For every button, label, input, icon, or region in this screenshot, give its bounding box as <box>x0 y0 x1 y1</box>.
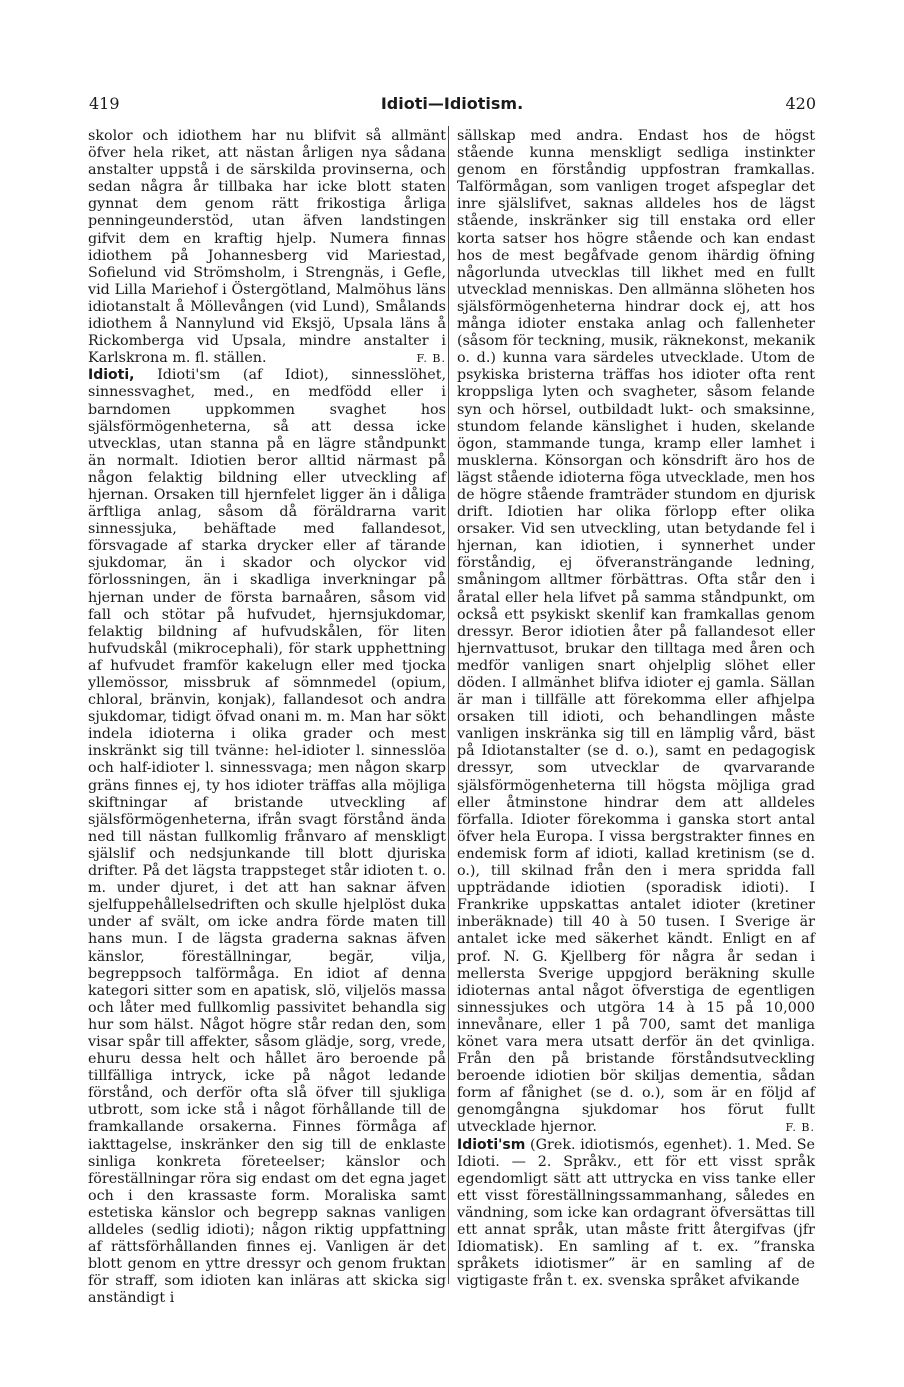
running-head: Idioti—Idiotism. <box>380 94 524 113</box>
article-paragraph <box>88 128 446 367</box>
right-column <box>457 128 815 1290</box>
entry-headword: Idioti'sm <box>457 1136 526 1153</box>
author-signature: F. B. <box>416 352 446 366</box>
page-number-left: 419 <box>89 94 120 113</box>
entry-idiotism <box>457 1137 815 1291</box>
entry-headword: Idioti, <box>88 367 135 384</box>
column-divider <box>448 126 449 1284</box>
article-paragraph <box>457 128 815 1137</box>
entry-text: (Grek. idiotismós, egenhet). 1. Med. Se Idioti. — 2. Språkv., ett för ett visst språk egendomligt sätt att uttrycka en viss tanke eller ett visst föreställningssammanhang, således en vändning, som icke kan ordagrant öfversättas till ett annat språk, utan måste fritt återgifvas (jfr Idiomatisk). En samling af t. ex. ”franska språkets idiotismer” är en samling af de vigtigaste från t. ex. svenska språket afvikande <box>457 1136 815 1290</box>
entry-idioti <box>88 367 446 1307</box>
author-signature: F. B. <box>785 1121 815 1135</box>
paragraph-text: sällskap med andra. Endast hos de högst stående kunna menskligt sedliga instinkter genom en förståndig uppfostran framkallas. Talförmågan, som vanligen troget afspeglar det inre själslifvet, saknas alldeles hos de lägst stående, inskränker sig till enstaka ord eller korta satser hos högre stående och kan endast hos de mest begåfvade genom ihärdig öfning någorlunda utvecklas till likhet med en fullt utvecklad menniskas. Den allmänna slöheten hos själsförmögenheterna hindrar dock ej, att hos många idioter enstaka anlag och fallenheter (såsom för teckning, musik, räknekonst, mekanik o. d.) kunna vara särdeles utvecklade. Utom de psykiska bristerna träffas hos idioter ofta rent kroppsliga lyten och svagheter, såsom felande syn och hörsel, outbildadt lukt- och smaksinne, stundom felande känslighet i huden, skelande ögon, stammande tunga, kramp eller lamhet i musklerna. Könsorgan och könsdrift äro hos de lägst stående idioterna föga utvecklade, men hos de högre stående framträder stundom en djurisk drift. Idiotien har olika förlopp efter olika orsaker. Vid sen utveckling, utan betydande fel i hjernan, kan idiotien, i synnerhet under förståndig, ej öfveransträngande ledning, småningom alltmer förbättras. Ofta står den i åratal eller hela lifvet på samma ståndpunkt, om också ett psykiskt skenlif kan framkallas genom dressyr. Beror idiotien åter på fallandesot eller hjernvattusot, brukar den tilltaga med åren och medför vanligen snart ohjelplig slöhet eller döden. I allmänhet blifva idioter ej gamla. Sällan är man i tillfälle att förekomma eller afhjelpa orsaken till idioti, och behandlingen måste vanligen inskränka sig till en lämplig vård, bäst på Idiotanstalter (se d. o.), samt en pedagogisk dressyr, som utvecklar de qvarvarande själsförmögenheterna till högsta möjliga grad eller åtminstone hindrar dem att alldeles förfalla. Idioter förekomma i ganska stort antal öfver hela Europa. I vissa bergstrakter finnes en endemisk form af idioti, kallad kretinism (se d. o.), till skilnad från den i mera spridda fall uppträdande idiotien (sporadisk idioti). I Frankrike uppskattas antalet idioter (kretiner inberäknade) till 40 à 50 tusen. I Sverige är antalet icke med säkerhet kändt. Enligt en af prof. N. G. Kjellberg för några år sedan i mellersta Sverige uppgjord beräkning skulle idioternas antal något öfverstiga de egentligen sinnessjukes och utgöra 14 à 15 på 10,000 innevånare, eller 1 på 700, samt det manliga könet vara mera utsatt derför än det qvinliga. Från den på bristande förståndsutveckling beroende idiotien bör skiljas dementia, sådan form af fånighet (se d. o.), som är en följd af genomgångna sjukdomar hos förut fullt utvecklade hjernor. <box>457 128 815 1136</box>
entry-text: Idioti'sm (af Idiot), sinnesslöhet, sinnessvaghet, med., en medfödd eller i barndomen uppkommen svaghet hos själsförmögenheterna, så att dessa icke utvecklas, utan stanna på en lägre ståndpunkt än normalt. Idiotien beror alltid närmast på någon felaktig bildning eller utveckling af hjernan. Orsaken till hjernfelet ligger än i dåliga ärftliga anlag, såsom då föräldrarna varit sinnessjuka, behäftade med fallandesot, försvagade af starka drycker eller af tärande sjukdomar, än i skador och olyckor vid förlossningen, än i skadliga inverkningar på hjernan under de första barnaåren, såsom vid fall och stötar på hufvudet, hjernsjukdomar, felaktig bildning af hufvudskålen, för liten hufvudskål (mikrocephali), för stark upphettning af hufvudet framför kakelugn eller med tjocka yllemössor, missbruk af sömnmedel (opium, chloral, bränvin, konjak), fallandesot och andra sjukdomar, tidigt öfvad onani m. m. Man har sökt indela idioterna i olika grader och mest inskränkt sig till tvänne: hel-idioter l. sinnesslöa och half-idioter l. sinnessvaga; men någon skarp gräns finnes ej, ty hos idioter träffas alla möjliga skiftningar af bristande utveckling af själsförmögenheterna, ifrån svagt förstånd ända ned till nästan fullkomlig frånvaro af menskligt själslif och nedsjunkande till blott djuriska drifter. På det lägsta trappsteget står idioten t. o. m. under djuret, i det att han saknar äfven sjelfuppehållelsedriften och skulle hjelplöst duka under af svält, om icke andra förde maten till hans mun. I de lägsta graderna saknas äfven känslor, föreställningar, begär, vilja, begreppsoch talförmåga. En idiot af denna kategori sitter som en apatisk, slö, viljelös massa och låter med fullkomlig passivitet behandla sig hur som hälst. Något högre står redan den, som visar spår till affekter, såsom glädje, sorg, vrede, ehuru dessa helt och hållet äro beroende på tillfälliga intryck, icke på något ledande förstånd, och derför ofta slå öfver till sjukliga utbrott, som icke stå i något förhållande till de framkallande orsakerna. Finnes förmåga af iakttagelse, inskränker den sig till de enklaste sinliga konkreta företeelser; känslor och föreställningar röra sig endast om det egna jaget och i den krassaste form. Moraliska samt estetiska känslor och begrepp saknas vanligen alldeles (sedlig idioti); någon riktig uppfattning af rättsförhållanden finnes ej. Vanligen är det blott genom en yttre dressyr och genom fruktan för straff, som idioten kan inläras att skicka sig anständigt i <box>88 367 447 1307</box>
page-number-right: 420 <box>785 94 816 113</box>
paragraph-text: skolor och idiothem har nu blifvit så allmänt öfver hela riket, att nästan årligen nya sådana anstalter uppstå i de särskilda provinserna, och sedan några år tillbaka har icke blott staten gynnat dem genom rätt frikostiga årliga penningeunderstöd, utan äfven landstingen gifvit dem en kraftig hjelp. Numera finnas idiothem på Johannesberg vid Mariestad, Sofielund vid Strömsholm, i Strengnäs, i Gefle, vid Lilla Mariehof i Östergötland, Malmöhus läns idiotanstalt å Möllevången (vid Lund), Smålands idiothem å Nannylund vid Eksjö, Upsala läns å Rickomberga vid Upsala, mindre anstalter i Karlskrona m. fl. ställen. <box>88 128 446 367</box>
left-column <box>88 128 446 1307</box>
